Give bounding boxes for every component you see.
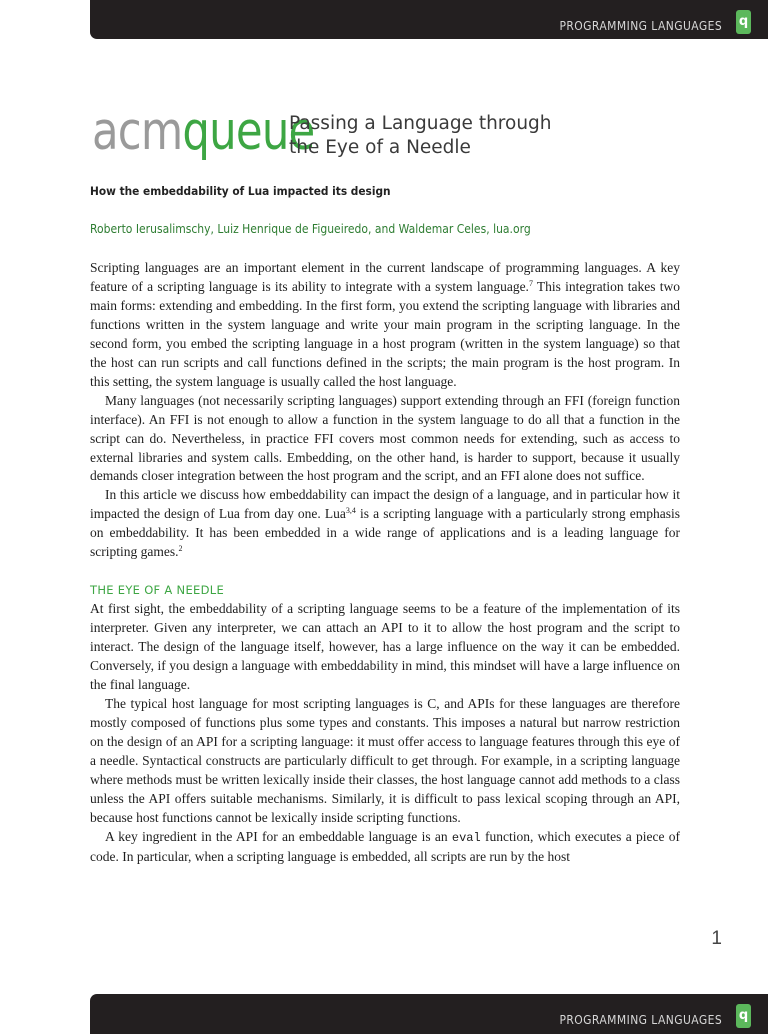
paragraph-4: At first sight, the embeddability of a scripting language seems to be a feature of the implementation of its interpreter. Given any interpreter, we can attach an API to it to allow the host program and the script to interact. The design of the language itself, however, has a large influence on the way it can be embedded. Conversely, if you design a language with embeddability in mind, this mindset will have a large influence on the final language. [90, 601, 680, 693]
paragraph-2: Many languages (not necessarily scripting languages) support extending through an FFI (foreign function interface). An FFI is not enough to allow a function in the system language to do all that a function in the script can do. Nevertheless, in practice FFI covers most common needs for extending, such as access to external libraries and system calls. Embedding, on the other hand, is harder to support, because it usually demands closer integration between the host program and the script, and an FFI alone does not suffice. [90, 392, 680, 484]
article-body [90, 259, 680, 867]
article-title [289, 112, 589, 160]
paragraph-5: The typical host language for most scripting languages is C, and APIs for these languages are therefore mostly composed of functions plus some types and constants. This imposes a natural but narrow restriction on the design of an API for a scripting language: it must offer access to language features through this eye of a needle. Syntactical constructs are particularly difficult to get through. For example, in a scripting language where methods must be written lexically inside their classes, the host language cannot add methods to a class unless the API offers suitable mechanisms. Similarly, it is difficult to pass lexical scoping through an API, because host functions cannot be lexically inside scripting functions. [90, 696, 680, 825]
page-number: 1 [711, 928, 722, 949]
acm-queue-logo [92, 101, 314, 163]
section-heading: THE EYE OF A NEEDLE [90, 583, 225, 598]
section-label: PROGRAMMING LANGUAGES [559, 18, 722, 33]
footnote-ref: 2 [178, 544, 183, 554]
article-subtitle: How the embeddability of Lua impacted its design [90, 184, 391, 198]
footnote-ref: 3,4 [345, 506, 356, 516]
logo-acm: acm [92, 101, 183, 162]
paragraph-6: A key ingredient in the API for an embeddable language is an eval function, which executes a piece of code. In particular, when a scripting language is embedded, all scripts are run by the host [90, 828, 681, 864]
queue-q-badge: q [736, 1004, 751, 1028]
logo-queue: queue [182, 101, 315, 162]
title-line-2: the Eye of a Needle [289, 137, 471, 158]
bottom-header-bar [90, 994, 768, 1034]
paragraph-3: In this article we discuss how embeddability can impact the design of a language, and in particular how it impacted the design of Lua from day one. Lua$^{3,4}$ is a scripting language with a particularly strong emphasis on embeddability. It has been embedded in a wide range of applications and is a leading language for scripting games.$^2$ [90, 487, 681, 560]
title-line-1: Passing a Language through [289, 113, 552, 134]
inline-code: eval [451, 830, 481, 845]
paragraph-1: Scripting languages are an important element in the current landscape of programming languages. A key feature of a scripting language is its ability to integrate with a system language.$^7$ This integration takes two main forms: extending and embedding. In the first form, you extend the scripting language with libraries and functions written in the system language and write your main program in the scripting language. In the second form, you embed the scripting language in a host program (written in the system language) so that the host can run scripts and call functions defined in the scripts; the main program is the host program. In this setting, the system language is usually called the host language. [90, 260, 680, 389]
section-label: PROGRAMMING LANGUAGES [559, 1012, 722, 1027]
queue-q-badge: q [736, 10, 751, 34]
article-authors: Roberto Ierusalimschy, Luiz Henrique de Figueiredo, and Waldemar Celes, lua.org [90, 222, 531, 236]
top-header-bar [90, 0, 768, 39]
footnote-ref: 7 [528, 278, 533, 288]
